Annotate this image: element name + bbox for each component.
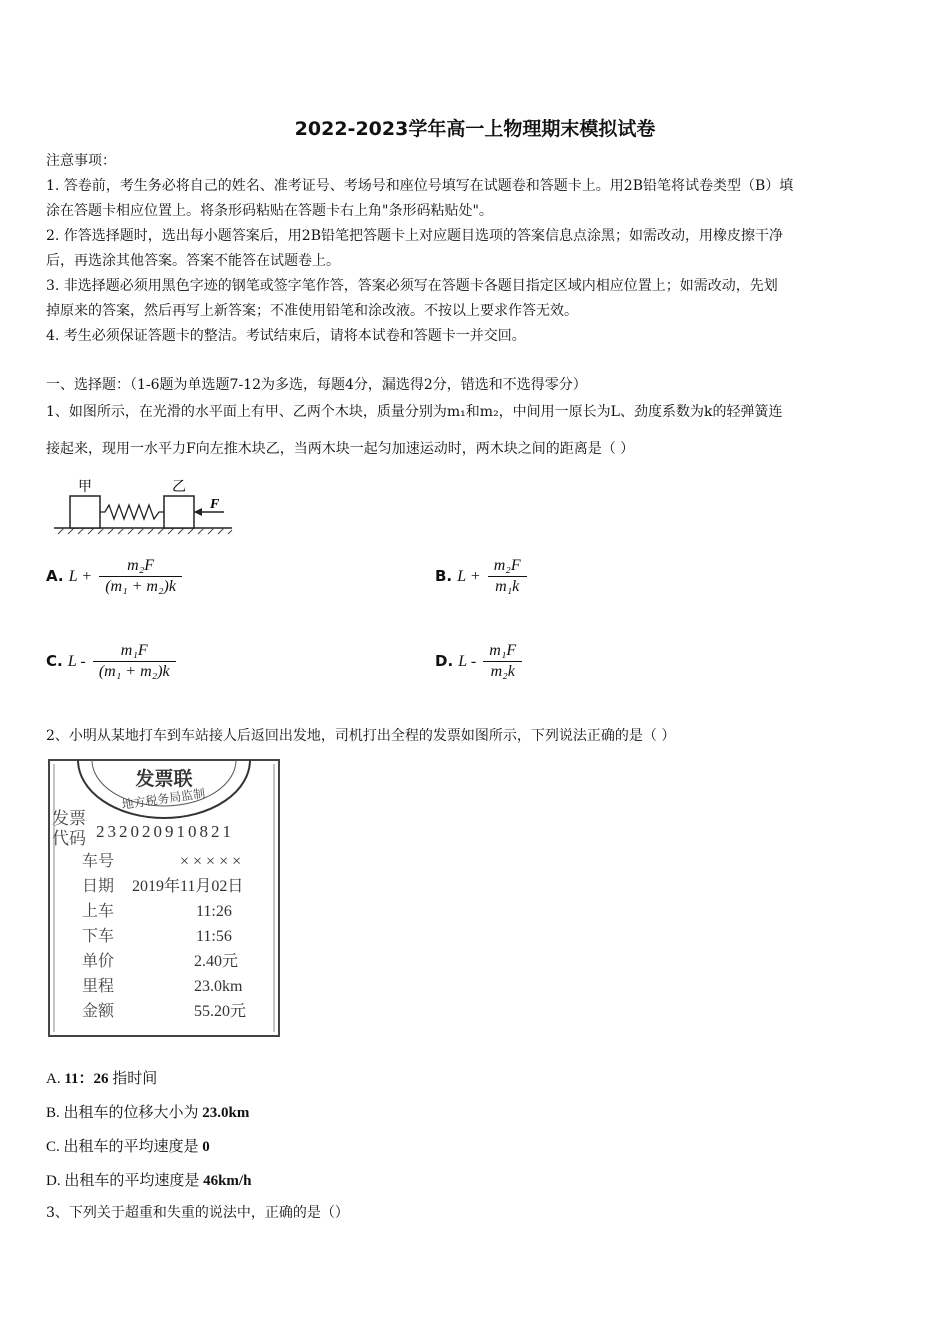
page-title: 2022-2023学年高一上物理期末模拟试卷 [294, 118, 656, 140]
q2-option-d[interactable]: D. 出租车的平均速度是 46km/h [46, 1173, 252, 1189]
frac-num: m₁F [483, 642, 522, 662]
row-label: 日期 [82, 876, 115, 895]
frac-den: (m₁ + m₂)k [105, 578, 176, 595]
spring [100, 505, 164, 519]
notice-line: 2. 作答选择题时，选出每小题答案后，用2B铅笔把答题卡上对应题目选项的答案信息点涂黑；如需改动，用橡皮擦干净 [46, 228, 783, 244]
ground-hatch [58, 528, 232, 534]
force-arrowhead [194, 508, 202, 516]
q2-option-a[interactable]: A. 11：26 指时间 [46, 1071, 158, 1087]
row-label: 下车 [82, 926, 115, 945]
q1-option-c[interactable]: C. L - $\frac{\text{m₁F}}{\text{(m₁ + m₂)k}}$ [46, 642, 176, 681]
row-label: 单价 [82, 951, 115, 970]
q1-option-d[interactable]: D. L - $\frac{\text{m₁F}}{\text{m₂k}}$ [435, 642, 522, 681]
frac-den: m₂k [490, 663, 515, 680]
code-label-1: 发票 [52, 809, 86, 829]
code-label-2: 代码 [52, 829, 86, 849]
q2-option-c[interactable]: C. 出租车的平均速度是 0 [46, 1139, 210, 1155]
frac-num: m₂F [488, 557, 527, 577]
spring-blocks-figure [52, 474, 237, 538]
q3-stem: 3、下列关于超重和失重的说法中，正确的是（） [46, 1205, 349, 1221]
row-label: 车号 [82, 851, 115, 870]
receipt-arc-text: 地方税务局监制 [120, 786, 207, 812]
notice-line: 掉原来的答案，然后再写上新答案；不准使用铅笔和涂改液。不按以上要求作答无效。 [46, 303, 578, 319]
frac-num: m₁F [93, 642, 176, 662]
row-value: 2.40元 [194, 953, 239, 970]
q1-stem-line2: 接起来，现用一水平力F向左推木块乙，当两木块一起匀加速运动时，两木块之间的距离是（ ） [46, 441, 635, 457]
notice-line: 涂在答题卡相应位置上。将条形码粘贴在答题卡右上角"条形码粘贴处"。 [46, 203, 493, 219]
taxi-receipt-figure [46, 758, 282, 1040]
q1-option-a[interactable]: A. L + $\frac{\text{m₂F}}{\text{(m₁ + m₂)k}}$ [46, 557, 182, 596]
q1-option-b[interactable]: B. L + $\frac{\text{m₂F}}{\text{m₁k}}$ [435, 557, 527, 596]
row-label: 上车 [82, 901, 115, 920]
receipt-header: 发票联 [135, 768, 193, 790]
notice-line: 3. 非选择题必须用黑色字迹的钢笔或签字笔作答，答案必须写在答题卡各题目指定区域内相应位置上；如需改动，先划 [46, 278, 778, 294]
row-label: 金额 [82, 1001, 115, 1020]
frac-den: (m₁ + m₂)k [98, 663, 170, 680]
notice-heading: 注意事项： [46, 153, 116, 169]
frac-den: m₁k [495, 578, 520, 595]
notice-line: 后，再选涂其他答案。答案不能答在试题卷上。 [46, 253, 340, 269]
notice-line: 1. 答卷前，考生务必将自己的姓名、准考证号、考场号和座位号填写在试题卷和答题卡上。用2B铅笔将试卷类型（B）填 [46, 178, 794, 194]
row-label: 里程 [82, 976, 115, 995]
q2-stem: 2、小明从某地打车到车站接人后返回出发地，司机打出全程的发票如图所示，下列说法正确的是（ ） [46, 728, 676, 744]
row-value: 55.20元 [194, 1003, 247, 1020]
row-value: × × × × × [180, 853, 242, 870]
row-value: 23.0km [194, 978, 243, 995]
notice-line: 4. 考生必须保证答题卡的整洁。考试结束后，请将本试卷和答题卡一并交回。 [46, 328, 526, 344]
label-yi: 乙 [172, 479, 186, 495]
block-jia [70, 496, 100, 528]
frac-num: m₂F [99, 557, 182, 577]
invoice-code: 232020910821 [96, 822, 234, 841]
row-value: 2019年11月02日 [132, 878, 244, 895]
section-heading: 一、选择题：（1-6题为单选题7-12为多选，每题4分，漏选得2分，错选和不选得零分） [46, 377, 587, 393]
row-value: 11:56 [196, 928, 232, 945]
block-yi [164, 496, 194, 528]
q1-stem-line1: 1、如图所示，在光滑的水平面上有甲、乙两个木块，质量分别为m₁和m₂，中间用一原长为L、劲度系数为k的轻弹簧连 [46, 404, 783, 420]
label-force: F [210, 497, 220, 512]
row-value: 11:26 [196, 903, 232, 920]
label-jia: 甲 [78, 479, 92, 495]
q2-option-b[interactable]: B. 出租车的位移大小为 23.0km [46, 1105, 250, 1121]
